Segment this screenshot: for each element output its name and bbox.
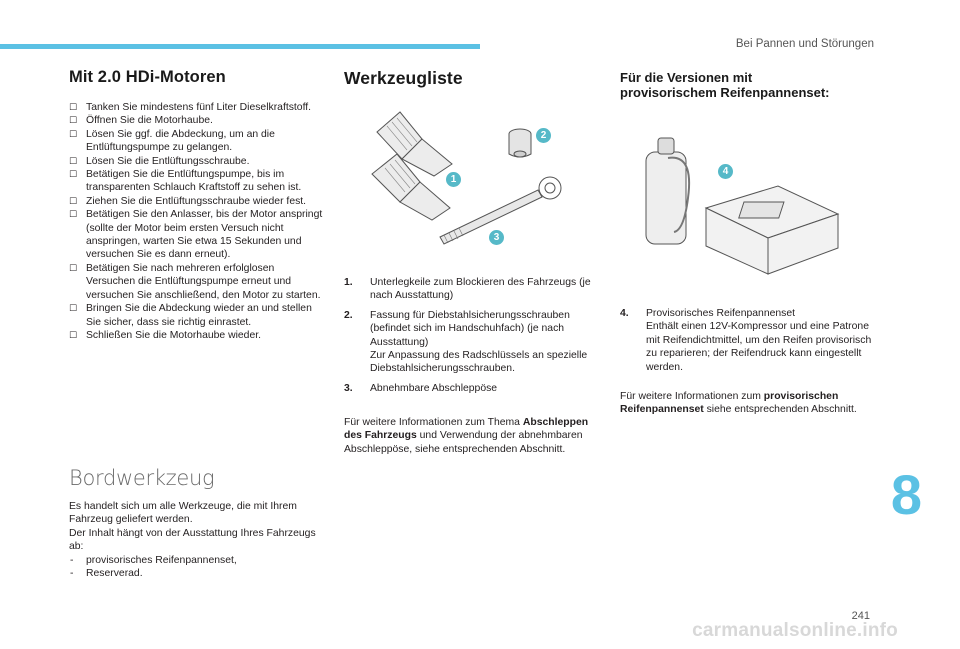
list-item: [344, 309, 600, 376]
repair-kit-info: [620, 390, 870, 417]
bordwerkzeug-text-2: Der Inhalt hängt von der Ausstattung Ihres Fahrzeugs ab:: [69, 527, 316, 553]
tools-info: [344, 416, 596, 456]
top-accent-bar: [0, 44, 480, 49]
list-item: ☐ Betätigen Sie nach mehreren erfolglosen Versuchen die Entlüftungspumpe erneut und versuchen Sie anschließend, den Motor zu starten.: [69, 262, 325, 302]
item-number: 4.: [620, 308, 629, 319]
repair-kit-list: [620, 307, 876, 380]
section-header: Bei Pannen und Störungen: [735, 38, 874, 50]
item-text: Provisorisches Reifenpannenset: [646, 308, 796, 319]
list-item: ☐ Ziehen Sie die Entlüftungsschraube wieder fest.: [69, 195, 325, 208]
engine-title: Mit 2.0 HDi-Motoren: [69, 68, 226, 86]
callout-badge-2: 2: [536, 128, 551, 143]
item-extra: Zur Anpassung des Radschlüssels an spezielle Diebstahlsicherungsschrauben.: [370, 350, 588, 375]
list-item: - Reserverad.: [69, 567, 325, 580]
compressor-icon: [706, 186, 838, 274]
list-item: ☐ Lösen Sie die Entlüftungsschraube.: [69, 155, 325, 168]
callout-badge-1: 1: [446, 172, 461, 187]
info-bold: provisorischen Reifenpannenset: [620, 391, 839, 416]
page-number: 241: [851, 610, 870, 622]
repair-kit-title-line1: Für die Versionen mit: [620, 70, 753, 85]
list-item: - provisorisches Reifenpannenset,: [69, 554, 325, 567]
item-text: Unterlegkeile zum Blockieren des Fahrzeugs (je nach Ausstattung): [370, 277, 591, 302]
repair-kit-title-line2: provisorischem Reifenpannenset:: [620, 85, 830, 100]
item-text: Abnehmbare Abschleppöse: [370, 382, 498, 394]
bordwerkzeug-text: [69, 500, 325, 580]
info-text: Für weitere Informationen zum Thema: [344, 417, 523, 428]
chapter-number: 8: [890, 463, 922, 526]
list-item: ☐ Lösen Sie ggf. die Abdeckung, um an die Entlüftungspumpe zu gelangen.: [69, 128, 325, 155]
list-item: [344, 276, 600, 303]
list-item: ☐ Bringen Sie die Abdeckung wieder an und stellen Sie sicher, dass sie richtig einrastet.: [69, 302, 325, 329]
list-item: ☐ Betätigen Sie den Anlasser, bis der Motor anspringt (sollte der Motor beim ersten Versuch nicht anspringen, warten Sie etwa 15 Sekunden und versuchen Sie es dann erneut).: [69, 208, 325, 262]
item-extra: Enthält einen 12V-Kompressor und eine Patrone mit Reifendichtmittel, um den Reifen provisorisch zu reparieren; der Reifendruck kann eingestellt werden.: [646, 321, 872, 373]
engine-steps: [69, 101, 325, 342]
item-text: Fassung für Diebstahlsicherungsschrauben (befindet sich im Handschuhfach) (je nach Ausstattung): [370, 309, 570, 348]
item-number: 2.: [344, 309, 353, 321]
tools-illustration: [352, 104, 582, 254]
anti-theft-socket-icon: [509, 129, 531, 157]
info-bold: Abschleppen des Fahrzeugs: [344, 417, 589, 442]
item-number: 3.: [344, 382, 353, 394]
repair-kit-illustration: [628, 128, 858, 288]
tools-list: [344, 276, 600, 401]
list-item: ☐ Öffnen Sie die Motorhaube.: [69, 114, 325, 127]
repair-kit-title: [620, 70, 880, 100]
callout-badge-4: 4: [718, 164, 733, 179]
bordwerkzeug-text-1: Es handelt sich um alle Werkzeuge, die mit Ihrem Fahrzeug geliefert werden.: [69, 501, 297, 526]
bordwerkzeug-items: [69, 554, 325, 581]
list-item: ☐ Schließen Sie die Motorhaube wieder.: [69, 329, 325, 342]
footer-watermark: carmanualsonline.info: [692, 620, 898, 641]
callout-badge-3: 3: [489, 230, 504, 245]
info-text-end: siehe entsprechenden Abschnitt.: [703, 404, 857, 416]
info-text-end: und Verwendung der abnehmbaren Abschleppöse, siehe entsprechenden Abschnitt.: [344, 430, 583, 455]
sealant-bottle-icon: [646, 138, 689, 244]
list-item: ☐ Betätigen Sie die Entlüftungspumpe, bis im transparenten Schlauch Kraftstoff zu sehen ist.: [69, 168, 325, 195]
list-item: [344, 382, 600, 395]
info-text: Für weitere Informationen zum: [620, 391, 764, 402]
item-number: 1.: [344, 277, 353, 288]
list-item: [620, 307, 876, 374]
list-item: ☐ Tanken Sie mindestens fünf Liter Dieselkraftstoff.: [69, 101, 325, 114]
wheel-chock-icon: [372, 112, 452, 220]
tools-title: Werkzeugliste: [344, 68, 463, 88]
bordwerkzeug-title: Bordwerkzeug: [69, 466, 215, 490]
